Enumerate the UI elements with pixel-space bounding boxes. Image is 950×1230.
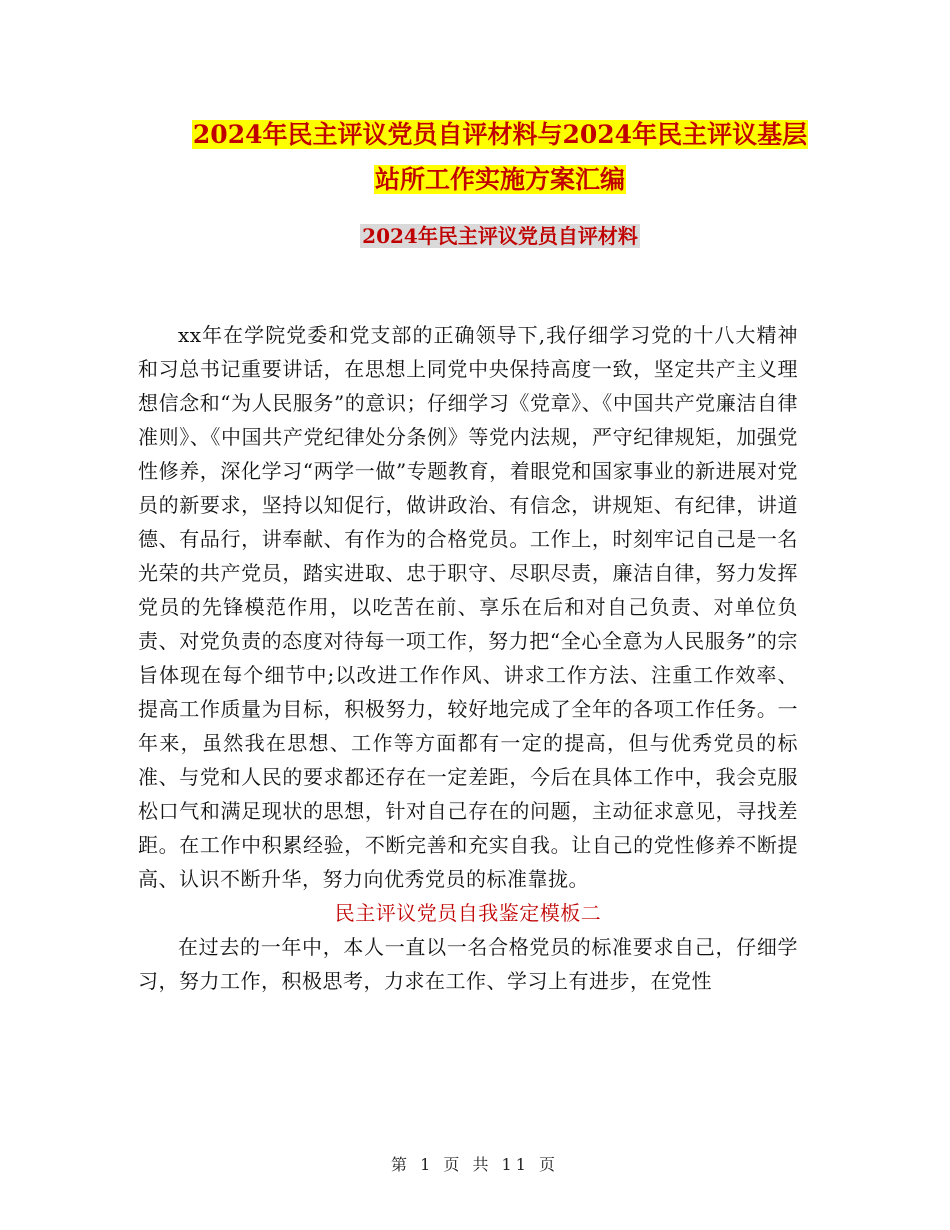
page-footer: 第 1 页 共 11 页	[391, 1155, 559, 1174]
paragraph-1: xx年在学院党委和党支部的正确领导下,我仔细学习党的十八大精神和习总书记重要讲话，在思想上同党中央保持高度一致，坚定共产主义理想信念和“为人民服务”的意识；仔细学习《党章》、《中国共产党廉洁自律准则》、《中国共产党纪律处分条例》等党内法规，严守纪律规矩，加强党性修养，深化学习“两学一做”专题教育，着眼党和国家事业的新进展对党员的新要求，坚持以知促行，做讲政治、有信念，讲规矩、有纪律，讲道德、有品行，讲奉献、有作为的合格党员。工作上，时刻牢记自己是一名光荣的共产党员，踏实进取、忠于职守、尽职尽责，廉洁自律，努力发挥党员的先锋模范作用，以吃苦在前、享乐在后和对自己负责、对单位负责、对党负责的态度对待每一项工作，努力把“全心全意为人民服务”的宗旨体现在每个细节中;以改进工作作风、讲求工作方法、注重工作效率、提高工作质量为目标，积极努力，较好地完成了全年的各项工作任务。一年来，虽然我在思想、工作等方面都有一定的提高，但与优秀党员的标准、与党和人民的要求都还存在一定差距，今后在具体工作中，我会克服松口气和满足现状的思想，针对自己存在的问题，主动征求意见，寻找差距。在工作中积累经验，不断完善和充实自我。让自己的党性修养不断提高、认识不断升华，努力向优秀党员的标准靠拢。	[138, 323, 798, 891]
document-title-line2: 站所工作实施方案汇编	[374, 165, 625, 194]
document-title	[150, 112, 850, 202]
section-title	[150, 218, 850, 254]
paragraph-2: 在过去的一年中，本人一直以一名合格党员的标准要求自己，仔细学习，努力工作，积极思考，力求在工作、学习上有进步，在党性	[138, 935, 798, 993]
body-text	[138, 318, 798, 998]
section-title-text: 2024年民主评议党员自评材料	[362, 224, 638, 248]
document-title-line1: 2024年民主评议党员自评材料与2024年民主评议基层	[192, 120, 808, 149]
section-heading: 民主评议党员自我鉴定模板二	[334, 901, 602, 925]
